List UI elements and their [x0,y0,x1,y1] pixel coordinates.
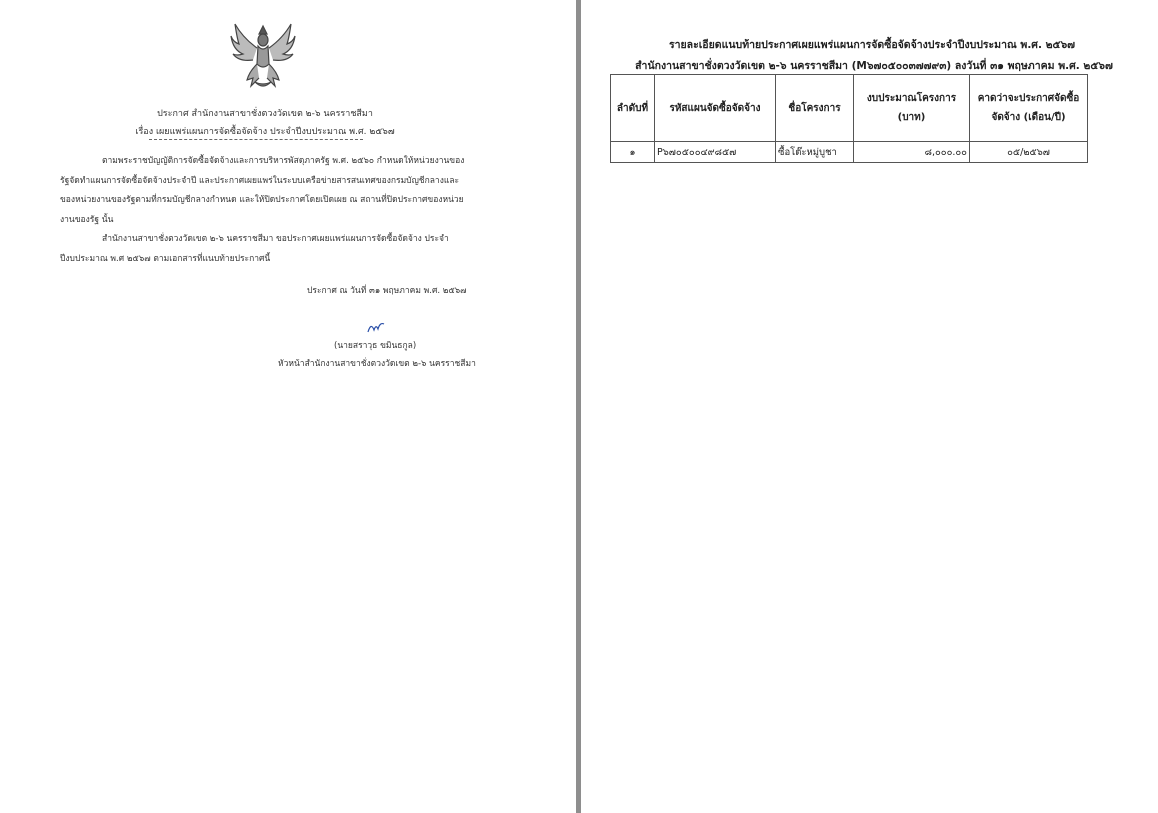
table-cell: ซื้อโต๊ะหมู่บูชา [776,142,854,163]
announcement-subject: เรื่อง เผยแพร่แผนการจัดซื้อจัดจ้าง ประจำปีงบประมาณ พ.ศ. ๒๕๖๗ [135,127,395,137]
divider-rule [149,139,363,140]
announcement-header: ประกาศ สำนักงานสาขาชั่งตวงวัดเขต ๒-๖ นครราชสีมา [157,109,373,119]
table-cell: ๑ [611,142,655,163]
table-cell: ๘,๐๐๐.๐๐ [854,142,970,163]
column-header: คาดว่าจะประกาศจัดซื้อจัดจ้าง (เดือน/ปี) [970,75,1088,142]
table-cell: P๖๗๐๕๐๐๔๙๘๕๗ [655,142,776,163]
signer-name: (นายสราวุธ ขมินธกูล) [334,341,417,351]
announcement-body [60,152,470,269]
paragraph-2: สำนักงานสาขาชั่งตวงวัดเขต ๒-๖ นครราชสีมา ขอประกาศเผยแพร่แผนการจัดซื้อจัดจ้าง ประจำปีงบประมาณ พ.ศ ๒๕๖๗ ตามเอกสารที่แนบท้ายประกาศนี้ [60,234,449,264]
column-header: รหัสแผนจัดซื้อจัดจ้าง [655,75,776,142]
column-header: งบประมาณโครงการ (บาท) [854,75,970,142]
table-row [611,142,1088,163]
procurement-plan-table [610,74,1088,163]
attachment-title: รายละเอียดแนบท้ายประกาศเผยแพร่แผนการจัดซื้อจัดจ้างประจำปีงบประมาณ พ.ศ. ๒๕๖๗ [668,39,1076,51]
column-header: ลำดับที่ [611,75,655,142]
announcement-date: ประกาศ ณ วันที่ ๓๑ พฤษภาคม พ.ศ. ๒๕๖๗ [307,286,467,296]
attachment-page [581,0,1158,813]
column-header: ชื่อโครงการ [776,75,854,142]
attachment-subtitle: สำนักงานสาขาชั่งตวงวัดเขต ๒-๖ นครราชสีมา (M๖๗๐๕๐๐๓๗๗๙๓) ลงวันที่ ๓๑ พฤษภาคม พ.ศ. ๒๕๖๗ [635,60,1113,72]
table-header-row [611,75,1088,142]
paragraph-1: ตามพระราชบัญญัติการจัดซื้อจัดจ้างและการบริหารพัสดุภาครัฐ พ.ศ. ๒๕๖๐ กำหนดให้หน่วยงานของรัฐจัดทำแผนการจัดซื้อจัดจ้างประจำปี และประกาศเผยแพร่ในระบบเครือข่ายสารสนเทศของกรมบัญชีกลางและของหน่วยงานของรัฐตามที่กรมบัญชีกลางกำหนด และให้ปิดประกาศโดยเปิดเผย ณ สถานที่ปิดประกาศของหน่วยงานของรัฐ นั้น [60,156,465,225]
signature-icon [366,320,386,334]
announcement-page [0,0,576,813]
signer-title: หัวหน้าสำนักงานสาขาชั่งตวงวัดเขต ๒-๖ นครราชสีมา [278,359,476,369]
table-cell: ๐๕/๒๕๖๗ [970,142,1088,163]
garuda-emblem-icon [229,20,297,92]
